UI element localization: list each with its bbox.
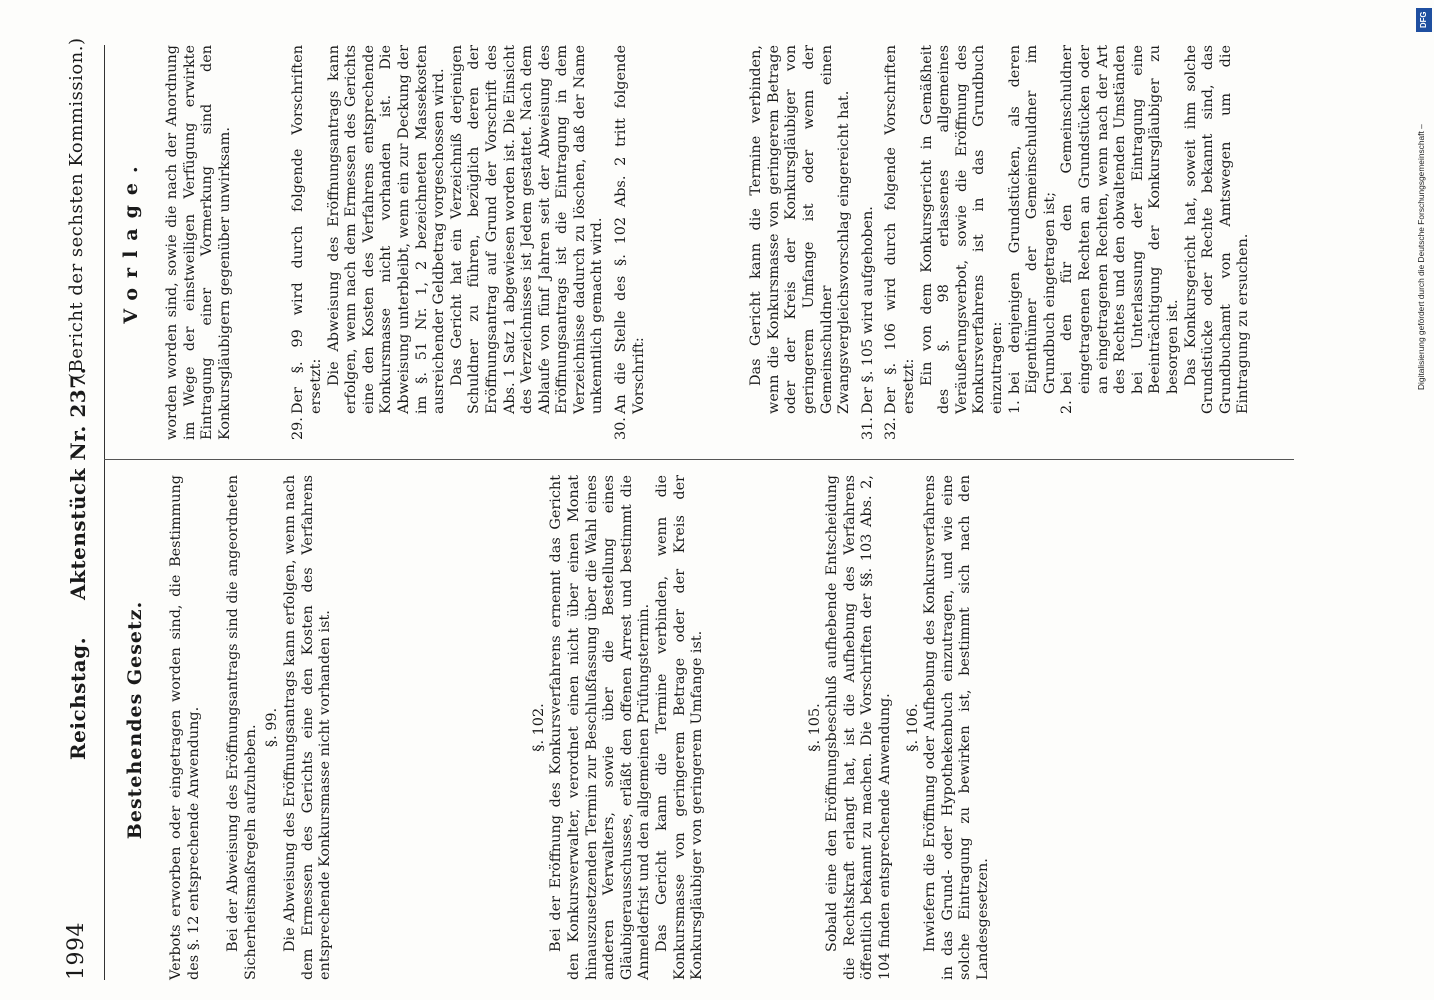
section-heading: §. 102.	[530, 703, 547, 752]
clause-number: 2.	[1059, 400, 1076, 414]
amendment-number: 29.	[290, 417, 307, 440]
numbered-amendment	[860, 45, 878, 440]
amendment-text: Der §. 106 wird durch folgende Vorschriften ersetzt:	[883, 45, 917, 414]
section-heading: §. 106.	[904, 703, 921, 752]
rotated-page-content	[60, 0, 1390, 1000]
header-aktenstueck: Aktenstück Nr. 237.	[66, 366, 90, 600]
page-header	[60, 20, 96, 980]
amendment-number: 30.	[613, 417, 630, 440]
amendment-paragraph	[326, 45, 449, 440]
clause-number: 1.	[1006, 400, 1023, 414]
amendment-text: An die Stelle des §. 102 Abs. 2 tritt folgende Vorschrift:	[613, 45, 647, 414]
amendment-paragraph	[919, 45, 1007, 440]
amendment-paragraph-text: Das Gericht kann die Termine verbinden, wenn die Konkursmasse von geringerem Betrage oder der Kreis der Konkursgläubiger von geringerem Umfange ist oder wenn der Gemeinschuldner einen Zwangsvergleichsvorschlag eingereicht hat.	[748, 45, 853, 414]
right-column	[164, 45, 1253, 440]
numbered-amendment	[883, 45, 918, 440]
clause-text: bei den für den Gemeinschuldner eingetragenen Rechten an Grundstücken oder an eingetragenen Rechten, wenn nach der Art des Rechtes und den obwaltenden Umständen bei Unterlassung der Eintragung eine Beeinträchtigung der Konkursgläubiger zu besorgen ist.	[1059, 45, 1181, 394]
paragraph: Inwiefern die Eröffnung oder Aufhebung des Konkursverfahrens in das Grund- oder Hypothekenbuch einzutragen, und wie eine solche Eintragung zu bewirken ist, bestimmt sich nach den Landesgesetzen.	[922, 475, 992, 980]
amendment-paragraph	[1183, 45, 1253, 440]
digitization-stamp	[1410, 10, 1432, 390]
paragraph: Sobald eine den Eröffnungsbeschluß aufhebende Entscheidung die Rechtskraft erlangt hat, ist die Aufhebung des Verfahrens öffentlich bekannt zu machen. Die Vorschriften der §§. 103 Abs. 2, 104 finden entsprechende Anwendung.	[824, 475, 894, 980]
amendment-number: 31.	[859, 417, 876, 440]
header-reichstag: Reichstag.	[66, 636, 90, 760]
section-heading: §. 99.	[264, 707, 281, 748]
amendment-paragraph-text: Das Gericht hat ein Verzeichniß derjenigen Schuldner zu führen, bezüglich deren der Eröffnungsantrag auf Grund der Vorschrift des Abs. 1 Satz 1 abgewiesen worden ist. Die Einsicht des Verzeichnisses ist Jedem gestattet. Nach dem Ablaufe von fünf Jahren seit der Abweisung des Eröffnungsantrags ist die Eintragung in dem Verzeichnisse dadurch zu löschen, daß der Name unkenntlich gemacht wird.	[448, 45, 606, 414]
numbered-amendment	[290, 45, 325, 440]
enumerated-clause	[1059, 45, 1182, 440]
amendment-text: Der §. 105 wird aufgehoben.	[859, 206, 876, 414]
column-divider	[104, 459, 1294, 460]
clause-text: bei denjenigen Grundstücken, als deren Eigenthümer der Gemeinschuldner im Grundbuch eingetragen ist;	[1006, 45, 1058, 394]
paragraph: Die Abweisung des Eröffnungsantrags kann erfolgen, wenn nach dem Ermessen des Gerichts eine den Kosten des Verfahrens entsprechende Konkursmasse nicht vorhanden ist.	[281, 475, 334, 980]
digitization-text: Digitalisierung gefördert durch die Deutsche Forschungsgemeinschaft –	[1416, 124, 1426, 390]
section-heading: §. 105.	[806, 703, 823, 752]
amendment-paragraph	[449, 45, 607, 440]
right-column-title: Vorlage.	[120, 156, 142, 324]
header-rule	[104, 45, 105, 980]
left-column-title: Bestehendes Gesetz.	[124, 600, 146, 840]
left-column	[168, 475, 993, 980]
page-number: 1994	[64, 922, 89, 980]
amendment-paragraph-text: Die Abweisung des Eröffnungsantrags kann erfolgen, wenn nach dem Ermessen des Gerichts eine den Kosten des Verfahrens entsprechende Konkursmasse nicht vorhanden ist. Die Abweisung unterbleibt, wenn ein zur Deckung der im §. 51 Nr. 1, 2 bezeichneten Massekosten ausreichender Geldbetrag vorgeschossen wird.	[325, 45, 448, 414]
numbered-amendment	[613, 45, 648, 440]
amendment-paragraph	[748, 45, 854, 440]
paragraph: Verbots erworben oder eingetragen worden sind, die Bestimmung des §. 12 entsprechende Anwendung.	[168, 475, 202, 980]
amendment-text: Der §. 99 wird durch folgende Vorschriften ersetzt:	[290, 45, 324, 414]
paragraph: Bei der Eröffnung des Konkursverfahrens ernennt das Gericht den Konkursverwalter, verordnet einen nicht über einen Monat hinauszusetzenden Termin zur Beschlußfassung über die Wahl eines anderen Verwalters, sowie über die Bestellung eines Gläubigerausschusses, erläßt den offenen Arrest und bestimmt die Anmeldefrist und den allgemeinen Prüfungstermin.	[548, 475, 653, 980]
paragraph: Bei der Abweisung des Eröffnungsantrags sind die angeordneten Sicherheitsmaßregeln aufzuheben.	[225, 475, 259, 980]
amendment-paragraph-text: Ein von dem Konkursgericht in Gemäßheit des §. 98 erlassenes allgemeines Veräußerungsverbot, sowie die Eröffnung des Konkursverfahrens ist in das Grundbuch einzutragen:	[918, 45, 1005, 414]
enumerated-clause	[1007, 45, 1060, 440]
header-report: (Bericht der sechsten Kommission.)	[66, 37, 87, 380]
paragraph: worden worden sind, sowie die nach der Anordnung im Wege der einstweiligen Verfügung erwirkte Eintragung einer Vormerkung sind den Konkursgläubigern gegenüber unwirksam.	[164, 45, 233, 440]
dfg-logo: DFG	[1416, 8, 1432, 32]
amendment-paragraph-text: Das Konkursgericht hat, soweit ihm solche Grundstücke oder Rechte bekannt sind, das Grundbuchamt von Amtswegen um die Eintragung zu ersuchen.	[1182, 45, 1252, 414]
paragraph: Das Gericht kann die Termine verbinden, wenn die Konkursmasse von geringerem Betrage oder der Kreis der Konkursgläubiger von geringerem Umfange ist.	[653, 475, 706, 980]
amendment-number: 32.	[883, 417, 900, 440]
